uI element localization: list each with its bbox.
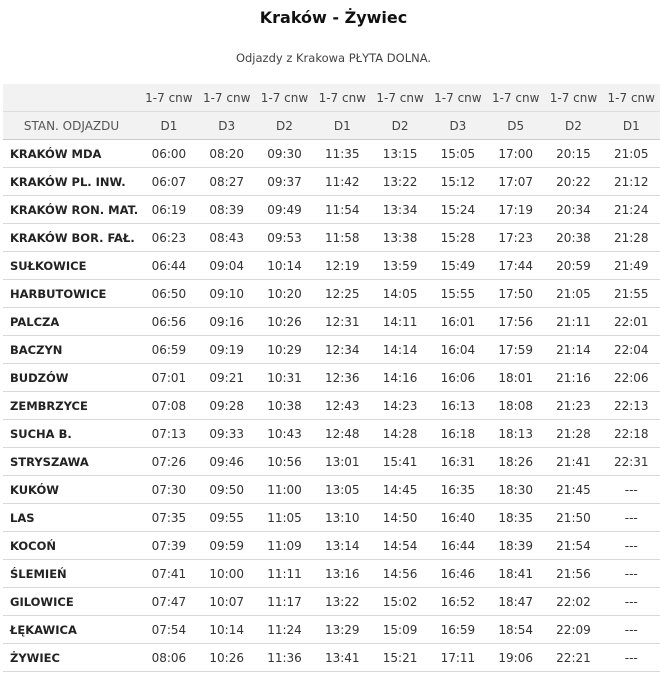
column-code: D2 [545,112,603,140]
departure-time: 21:24 [602,196,660,224]
stop-name: ŚLEMIEŃ [3,560,140,588]
departure-time: 21:54 [545,532,603,560]
departure-time: 09:04 [198,252,256,280]
departure-time: 22:09 [545,616,603,644]
departure-time: 20:15 [545,140,603,168]
departure-time: 21:55 [602,280,660,308]
departure-time: 18:54 [487,616,545,644]
departure-time: 10:29 [256,336,314,364]
departure-time: 16:40 [429,504,487,532]
departure-time: 17:44 [487,252,545,280]
departure-time: 15:24 [429,196,487,224]
departure-time: --- [602,476,660,504]
departure-time: 21:28 [602,224,660,252]
stop-name: ŻYWIEC [3,644,140,672]
departure-time: 22:04 [602,336,660,364]
header-corner-cell [3,84,140,112]
departure-time: 14:23 [371,392,429,420]
stop-name: ZEMBRZYCE [3,392,140,420]
departure-time: 10:43 [256,420,314,448]
table-row [3,168,660,196]
departure-time: 12:48 [313,420,371,448]
stop-name: SUŁKOWICE [3,252,140,280]
departure-time: 13:22 [371,168,429,196]
stop-name: STRYSZAWA [3,448,140,476]
table-row [3,224,660,252]
departure-time: 16:31 [429,448,487,476]
stop-name: KUKÓW [3,476,140,504]
departure-time: 10:07 [198,588,256,616]
departure-time: 09:46 [198,448,256,476]
departure-time: 08:06 [140,644,198,672]
column-days: 1-7 cnw [371,84,429,112]
departure-time: 22:02 [545,588,603,616]
table-row [3,252,660,280]
departure-time: 06:44 [140,252,198,280]
departure-time: --- [602,504,660,532]
column-days: 1-7 cnw [313,84,371,112]
column-days: 1-7 cnw [429,84,487,112]
departure-time: 19:06 [487,644,545,672]
stop-name: HARBUTOWICE [3,280,140,308]
table-row [3,588,660,616]
table-row [3,448,660,476]
stop-name: KRAKÓW BOR. FAŁ. [3,224,140,252]
departure-time: 16:04 [429,336,487,364]
departure-time: 11:09 [256,532,314,560]
table-row [3,420,660,448]
departure-time: 09:49 [256,196,314,224]
departure-time: 10:31 [256,364,314,392]
departure-time: 15:05 [429,140,487,168]
departure-time: 11:36 [256,644,314,672]
departure-time: 09:59 [198,532,256,560]
departure-time: 07:13 [140,420,198,448]
departure-time: 22:06 [602,364,660,392]
departure-time: 17:00 [487,140,545,168]
table-row [3,308,660,336]
departure-time: 21:12 [602,168,660,196]
departure-time: 21:11 [545,308,603,336]
departure-time: 09:10 [198,280,256,308]
departure-time: 18:41 [487,560,545,588]
departure-time: 20:34 [545,196,603,224]
departure-time: 10:14 [198,616,256,644]
departure-time: 15:49 [429,252,487,280]
departure-time: --- [602,532,660,560]
departure-time: 11:54 [313,196,371,224]
departure-time: 21:49 [602,252,660,280]
table-row [3,336,660,364]
departure-time: 16:01 [429,308,487,336]
departure-time: 20:59 [545,252,603,280]
departure-time: 09:33 [198,420,256,448]
table-row [3,364,660,392]
column-days: 1-7 cnw [602,84,660,112]
stop-name: LAS [3,504,140,532]
departure-time: 18:01 [487,364,545,392]
column-days: 1-7 cnw [256,84,314,112]
stop-name: BUDZÓW [3,364,140,392]
departure-time: 07:30 [140,476,198,504]
departure-time: 11:00 [256,476,314,504]
departure-time: --- [602,588,660,616]
departure-time: 09:21 [198,364,256,392]
departure-time: 06:23 [140,224,198,252]
departure-time: 22:31 [602,448,660,476]
departure-time: 15:21 [371,644,429,672]
departure-time: 15:28 [429,224,487,252]
departure-time: 21:50 [545,504,603,532]
column-code: D1 [140,112,198,140]
page-title: Kraków - Żywiec [259,8,408,27]
departure-time: 22:21 [545,644,603,672]
table-row [3,504,660,532]
departure-time: 13:15 [371,140,429,168]
departure-time: 18:35 [487,504,545,532]
departure-time: 16:44 [429,532,487,560]
departure-time: 21:28 [545,420,603,448]
departure-time: 14:45 [371,476,429,504]
departure-time: 13:22 [313,588,371,616]
departure-time: 17:19 [487,196,545,224]
departure-time: 18:08 [487,392,545,420]
departure-time: 07:08 [140,392,198,420]
timetable-header [3,84,660,140]
departure-time: 11:35 [313,140,371,168]
departure-time: 15:55 [429,280,487,308]
departure-time: 09:53 [256,224,314,252]
departure-time: 13:05 [313,476,371,504]
departure-time: 06:00 [140,140,198,168]
stop-name: GILOWICE [3,588,140,616]
departure-time: 15:02 [371,588,429,616]
departure-time: --- [602,560,660,588]
departure-time: 13:01 [313,448,371,476]
column-code: D2 [371,112,429,140]
departure-time: 09:28 [198,392,256,420]
departure-time: 21:05 [545,280,603,308]
departure-time: 22:13 [602,392,660,420]
timetable [3,84,660,672]
departure-time: 14:28 [371,420,429,448]
column-code: D5 [487,112,545,140]
column-code: D1 [313,112,371,140]
departure-time: 13:38 [371,224,429,252]
departure-time: 09:55 [198,504,256,532]
departure-time: 08:43 [198,224,256,252]
departure-time: 06:19 [140,196,198,224]
departure-time: 16:46 [429,560,487,588]
table-row [3,616,660,644]
departure-time: 21:41 [545,448,603,476]
column-code: D3 [429,112,487,140]
departure-time: 18:39 [487,532,545,560]
stop-name: ŁĘKAWICA [3,616,140,644]
departure-time: 16:52 [429,588,487,616]
departure-time: 07:35 [140,504,198,532]
departure-time: 13:10 [313,504,371,532]
departure-time: 14:05 [371,280,429,308]
departure-time: 21:16 [545,364,603,392]
departure-time: 22:01 [602,308,660,336]
departure-time: 12:31 [313,308,371,336]
column-days: 1-7 cnw [140,84,198,112]
departure-time: 12:34 [313,336,371,364]
page-subtitle: Odjazdy z Krakowa PŁYTA DOLNA. [235,51,432,65]
departure-time: 12:25 [313,280,371,308]
departure-time: 09:37 [256,168,314,196]
departure-time: 11:42 [313,168,371,196]
departure-time: 08:39 [198,196,256,224]
departure-time: 07:41 [140,560,198,588]
departure-time: 14:50 [371,504,429,532]
departure-time: 14:16 [371,364,429,392]
stop-name: KOCOŃ [3,532,140,560]
departure-time: 08:20 [198,140,256,168]
departure-time: 06:07 [140,168,198,196]
table-row [3,560,660,588]
stop-name: KRAKÓW PL. INW. [3,168,140,196]
departure-time: 15:09 [371,616,429,644]
departure-time: 10:56 [256,448,314,476]
departure-time: 10:26 [256,308,314,336]
departure-time: 10:38 [256,392,314,420]
departure-time: 07:39 [140,532,198,560]
departure-time: 13:29 [313,616,371,644]
departure-time: 11:24 [256,616,314,644]
station-column-header: STAN. ODJAZDU [3,112,140,140]
departure-time: 14:11 [371,308,429,336]
departure-time: 17:07 [487,168,545,196]
departure-time: --- [602,644,660,672]
column-days: 1-7 cnw [198,84,256,112]
departure-time: 16:59 [429,616,487,644]
table-row [3,280,660,308]
departure-time: 17:50 [487,280,545,308]
departure-time: 06:56 [140,308,198,336]
column-days: 1-7 cnw [545,84,603,112]
departure-time: 16:35 [429,476,487,504]
column-code: D1 [602,112,660,140]
departure-time: 17:23 [487,224,545,252]
column-days: 1-7 cnw [487,84,545,112]
departure-time: 17:11 [429,644,487,672]
column-code: D3 [198,112,256,140]
departure-time: 22:18 [602,420,660,448]
table-row [3,476,660,504]
stop-name: SUCHA B. [3,420,140,448]
column-code: D2 [256,112,314,140]
departure-time: 14:14 [371,336,429,364]
departure-time: 16:06 [429,364,487,392]
departure-time: 12:43 [313,392,371,420]
departure-time: 07:47 [140,588,198,616]
departure-time: 11:05 [256,504,314,532]
departure-time: 15:12 [429,168,487,196]
stop-name: BACZYN [3,336,140,364]
departure-time: 09:30 [256,140,314,168]
departure-time: 07:54 [140,616,198,644]
departure-time: 09:50 [198,476,256,504]
departure-time: 07:26 [140,448,198,476]
departure-time: 13:59 [371,252,429,280]
departure-time: 13:16 [313,560,371,588]
codes-header-row [3,112,660,140]
departure-time: 14:56 [371,560,429,588]
departure-time: 13:41 [313,644,371,672]
days-header-row [3,84,660,112]
departure-time: 20:38 [545,224,603,252]
departure-time: --- [602,616,660,644]
departure-time: 11:11 [256,560,314,588]
departure-time: 18:13 [487,420,545,448]
table-row [3,196,660,224]
departure-time: 15:41 [371,448,429,476]
departure-time: 10:20 [256,280,314,308]
table-row [3,140,660,168]
departure-time: 12:19 [313,252,371,280]
departure-time: 06:50 [140,280,198,308]
departure-time: 21:23 [545,392,603,420]
departure-time: 21:45 [545,476,603,504]
departure-time: 10:00 [198,560,256,588]
departure-time: 08:27 [198,168,256,196]
stop-name: PALCZA [3,308,140,336]
departure-time: 21:56 [545,560,603,588]
departure-time: 12:36 [313,364,371,392]
departure-time: 16:13 [429,392,487,420]
departure-time: 18:30 [487,476,545,504]
departure-time: 13:14 [313,532,371,560]
departure-time: 09:16 [198,308,256,336]
timetable-body [3,140,660,672]
departure-time: 11:17 [256,588,314,616]
departure-time: 11:58 [313,224,371,252]
table-row [3,644,660,672]
departure-time: 18:26 [487,448,545,476]
departure-time: 06:59 [140,336,198,364]
table-row [3,532,660,560]
departure-time: 17:59 [487,336,545,364]
departure-time: 10:26 [198,644,256,672]
departure-time: 21:14 [545,336,603,364]
departure-time: 18:47 [487,588,545,616]
departure-time: 13:34 [371,196,429,224]
departure-time: 21:05 [602,140,660,168]
stop-name: KRAKÓW RON. MAT. [3,196,140,224]
departure-time: 10:14 [256,252,314,280]
table-row [3,392,660,420]
departure-time: 16:18 [429,420,487,448]
departure-time: 17:56 [487,308,545,336]
departure-time: 07:01 [140,364,198,392]
departure-time: 14:54 [371,532,429,560]
stop-name: KRAKÓW MDA [3,140,140,168]
departure-time: 20:22 [545,168,603,196]
departure-time: 09:19 [198,336,256,364]
